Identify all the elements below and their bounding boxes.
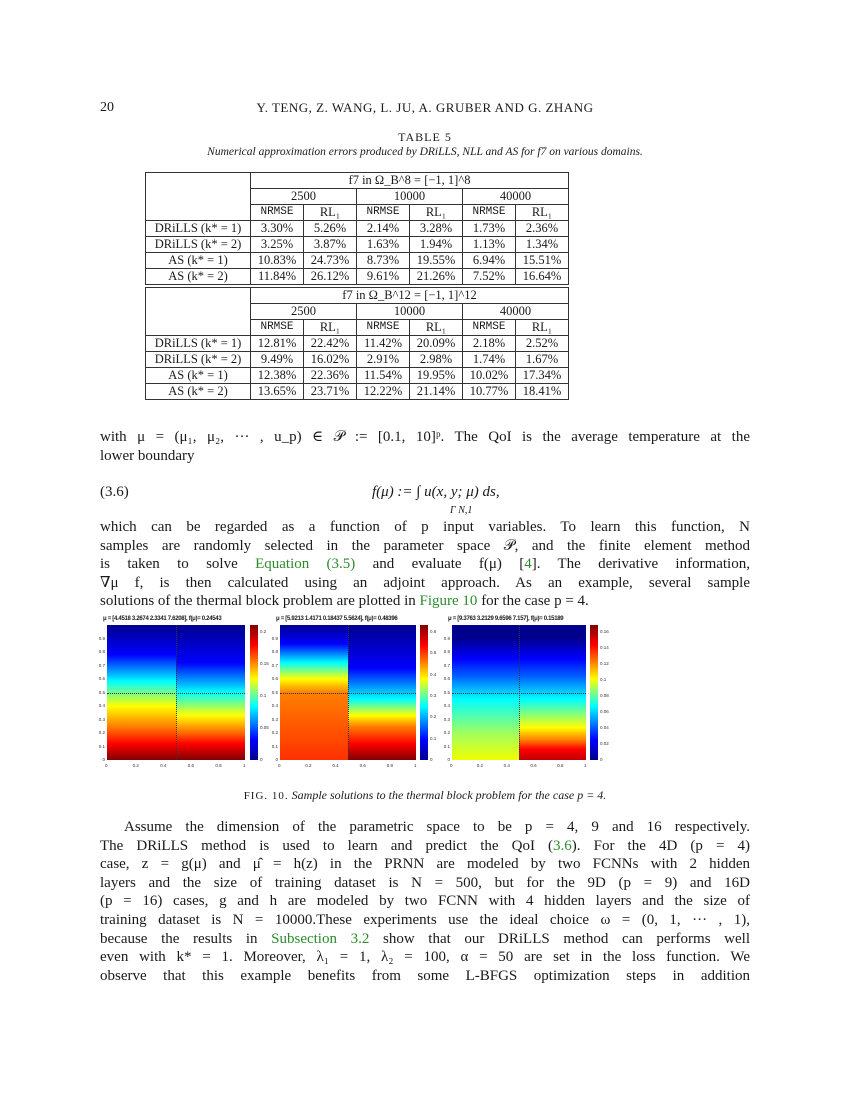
table-cell: 2.18%: [463, 336, 516, 352]
text-segment: ∇μ f, is then calculated using an adjoint approach. As an example, several sample: [100, 574, 750, 591]
colorbar-tick: 0: [600, 757, 603, 762]
blank-corner-cell: [146, 173, 251, 221]
equation-3-6: [100, 480, 750, 518]
table-cell: 11.42%: [357, 336, 410, 352]
colorbar-tick: 0.5: [430, 650, 437, 656]
table-cell: 12.38%: [251, 368, 304, 384]
table-row: [146, 368, 569, 384]
page-number: 20: [100, 100, 114, 115]
metric-header: RL₁: [516, 320, 569, 336]
block-title: f7 in Ω_B^12 = [−1, 1]^12: [251, 288, 569, 304]
text-line: [100, 555, 750, 574]
colorbar: [420, 625, 428, 760]
y-tick: 0.5: [98, 689, 105, 695]
table-cell: 23.71%: [304, 384, 357, 400]
text-segment: show that our DRiLLS method can performs well: [369, 930, 750, 947]
colorbar-tick: 0.1: [430, 735, 437, 741]
row-label: DRiLLS (k* = 1): [146, 336, 251, 352]
x-tick: 1: [584, 763, 587, 768]
text-line: [100, 967, 750, 986]
y-tick: 0.4: [271, 703, 278, 708]
table-cell: 9.49%: [251, 352, 304, 368]
metric-header: NRMSE: [251, 205, 304, 221]
table-cell: 12.81%: [251, 336, 304, 352]
cross-reference-link[interactable]: 3.6: [553, 837, 572, 854]
table-row: [146, 221, 569, 237]
metric-header: NRMSE: [357, 205, 410, 221]
text-line: [100, 818, 750, 837]
table-row: [146, 336, 569, 352]
metric-header: RL₁: [410, 205, 463, 221]
x-tick: 0: [105, 763, 108, 768]
block-divider-horizontal: [280, 693, 416, 694]
colorbar-tick: 0: [430, 757, 433, 762]
y-tick: 0.2: [443, 730, 450, 735]
x-tick: 0.6: [187, 763, 195, 768]
text-segment: and evaluate f(μ) [: [355, 556, 525, 573]
sample-size-header: 2500: [251, 304, 357, 320]
row-label: AS (k* = 2): [146, 269, 251, 285]
y-tick: 0.2: [98, 730, 105, 735]
table-cell: 1.74%: [463, 352, 516, 368]
x-tick: 0.2: [305, 763, 312, 768]
y-tick: 0.1: [443, 743, 450, 749]
temperature-heatmap: [452, 625, 586, 760]
x-tick: 0.6: [359, 763, 366, 768]
panel-title: μ = [5.9213 1.4171 0.18437 5.5624], f(μ)= 0.48396: [276, 616, 398, 622]
panel-title: μ = [4.4518 3.2674 2.3341 7.6208], f(μ)= 0.24543: [103, 616, 222, 622]
colorbar-tick: 0.08: [600, 693, 609, 698]
x-tick: 0.8: [557, 763, 564, 768]
metric-header: RL₁: [304, 205, 357, 221]
y-tick: 0.6: [98, 676, 105, 681]
text-segment: case, z = g(μ) and μ̂ = h(z) in the PRNN are modeled by two FCNNs with 2 hidden: [100, 856, 750, 873]
paragraph-3: [100, 818, 750, 985]
table-cell: 12.22%: [357, 384, 410, 400]
text-segment: observe that this example benefits from some L-BFGS optimization steps in addition: [100, 967, 750, 984]
table-cell: 16.64%: [516, 269, 569, 285]
text-line: [100, 537, 750, 556]
table-cell: 3.87%: [304, 237, 357, 253]
figure-caption-text: Sample solutions to the thermal block problem for the case p = 4.: [291, 788, 607, 802]
row-label: DRiLLS (k* = 2): [146, 352, 251, 368]
y-tick: 0: [102, 757, 105, 762]
colorbar-tick: 0.16: [600, 629, 609, 634]
y-tick: 0: [447, 757, 450, 762]
table-row: [146, 237, 569, 253]
y-tick: 0.4: [98, 703, 105, 708]
x-tick: 1: [414, 763, 417, 768]
authors: Y. TENG, Z. WANG, L. JU, A. GRUBER AND G. ZHANG: [256, 100, 594, 115]
figure-caption: [100, 788, 750, 803]
x-tick: 0.2: [132, 763, 139, 768]
y-tick: 0.3: [443, 716, 450, 722]
table-cell: 22.36%: [304, 368, 357, 384]
x-tick: 0.8: [215, 763, 222, 768]
y-tick: 0.5: [443, 689, 450, 695]
metric-header: NRMSE: [463, 320, 516, 336]
table-cell: 2.52%: [516, 336, 569, 352]
colorbar-tick: 0.6: [430, 629, 437, 634]
row-label: AS (k* = 1): [146, 368, 251, 384]
table-cell: 13.65%: [251, 384, 304, 400]
y-tick: 0.1: [271, 743, 278, 749]
text-segment: is taken to solve: [100, 556, 256, 573]
table-cell: 8.73%: [357, 253, 410, 269]
x-tick: 0.4: [160, 763, 167, 768]
row-label: DRiLLS (k* = 1): [146, 221, 251, 237]
cross-reference-link[interactable]: Subsection 3.2: [271, 930, 370, 947]
colorbar-tick: 0.12: [600, 661, 609, 666]
y-tick: 0.7: [98, 662, 105, 668]
table-cell: 1.13%: [463, 237, 516, 253]
x-tick: 0.4: [503, 763, 510, 768]
sample-size-header: 10000: [357, 304, 463, 320]
table-cell: 24.73%: [304, 253, 357, 269]
text-segment: because the results in: [100, 930, 272, 947]
y-tick: 0.6: [443, 676, 450, 681]
table-cell: 1.94%: [410, 237, 463, 253]
block-divider-horizontal: [107, 693, 245, 694]
y-tick: 0.9: [98, 635, 105, 641]
table-block: [145, 287, 569, 400]
text-line: [100, 447, 750, 466]
temperature-heatmap: [107, 625, 245, 760]
metric-header: NRMSE: [463, 205, 516, 221]
x-tick: 1: [243, 763, 246, 768]
table-cell: 19.95%: [410, 368, 463, 384]
cross-reference-link[interactable]: 4: [524, 556, 532, 573]
x-tick: 0: [450, 763, 453, 768]
metric-header: RL₁: [516, 205, 569, 221]
text-line: [100, 837, 750, 856]
table-cell: 1.73%: [463, 221, 516, 237]
table-cell: 20.09%: [410, 336, 463, 352]
metric-header: RL₁: [410, 320, 463, 336]
row-label: DRiLLS (k* = 2): [146, 237, 251, 253]
table-cell: 21.14%: [410, 384, 463, 400]
x-tick: 0: [278, 763, 281, 768]
y-tick: 0.5: [271, 689, 278, 695]
y-tick: 0.8: [271, 649, 278, 654]
table-row: [146, 352, 569, 368]
table-cell: 7.52%: [463, 269, 516, 285]
sample-size-header: 40000: [463, 304, 569, 320]
table-cell: 5.26%: [304, 221, 357, 237]
sample-size-header: 40000: [463, 189, 569, 205]
text-line: [100, 518, 750, 537]
temperature-heatmap: [280, 625, 416, 760]
table-cell: 11.54%: [357, 368, 410, 384]
colorbar: [590, 625, 598, 760]
table-cell: 2.14%: [357, 221, 410, 237]
table-caption: TABLE 5: [398, 130, 452, 144]
text-segment: ]. The derivative information,: [531, 556, 750, 573]
equation-number: (3.6): [100, 484, 129, 500]
table-subcaption: Numerical approximation errors produced by DRiLLS, NLL and AS for f7 on various domains.: [207, 146, 643, 158]
metric-header: NRMSE: [251, 320, 304, 336]
x-tick: 0.4: [332, 763, 339, 768]
table-cell: 11.84%: [251, 269, 304, 285]
table-cell: 22.42%: [304, 336, 357, 352]
colorbar-tick: 0.2: [430, 714, 437, 720]
y-tick: 0.3: [98, 716, 105, 722]
colorbar-tick: 0.3: [430, 693, 437, 698]
table-cell: 10.77%: [463, 384, 516, 400]
text-segment: which can be regarded as a function of p input variables. To learn this function, N: [100, 519, 750, 535]
text-segment: lower boundary: [100, 447, 195, 464]
table-cell: 26.12%: [304, 269, 357, 285]
row-label: AS (k* = 1): [146, 253, 251, 269]
y-tick: 0.6: [271, 676, 278, 681]
text-segment: with μ = (μ₁, μ₂, ··· , u_p) ∈ 𝒫 := [0.1, 10]ᵖ. The QoI is the average temperature at the: [100, 429, 750, 445]
y-tick: 0.3: [271, 716, 278, 722]
table-cell: 18.41%: [516, 384, 569, 400]
sample-size-header: 2500: [251, 189, 357, 205]
x-tick: 0.8: [386, 763, 394, 768]
table-row: [146, 384, 569, 400]
table-cell: 15.51%: [516, 253, 569, 269]
table-cell: 9.61%: [357, 269, 410, 285]
y-tick: 0.8: [443, 649, 450, 654]
colorbar-tick: 0.04: [600, 725, 609, 730]
table-cell: 3.28%: [410, 221, 463, 237]
table-cell: 10.02%: [463, 368, 516, 384]
metric-header: RL₁: [304, 320, 357, 336]
paragraph-2: [100, 518, 750, 611]
paragraph-1: [100, 428, 750, 465]
text-line: [100, 892, 750, 911]
table-cell: 1.63%: [357, 237, 410, 253]
colorbar-tick: 0.05: [260, 725, 269, 730]
block-divider-horizontal: [452, 693, 586, 694]
table-cell: 2.98%: [410, 352, 463, 368]
table-cell: 2.36%: [516, 221, 569, 237]
colorbar-tick: 0.4: [430, 671, 437, 677]
colorbar-tick: 0.1: [260, 693, 267, 698]
y-tick: 0: [275, 757, 278, 762]
text-line: [100, 911, 750, 930]
table-cell: 6.94%: [463, 253, 516, 269]
table-cell: 21.26%: [410, 269, 463, 285]
text-segment: samples are randomly selected in the parameter space 𝒫, and the finite element method: [100, 537, 750, 554]
blank-corner-cell: [146, 288, 251, 336]
table-block: [145, 172, 569, 285]
text-segment: The DRiLLS method is used to learn and predict the QoI (: [100, 837, 554, 854]
colorbar-tick: 0.2: [260, 629, 267, 634]
table-cell: 3.30%: [251, 221, 304, 237]
text-segment: training dataset is N = 10000.These experiments use the ideal choice ω = (0, 1, ··· , 1),: [100, 911, 750, 928]
text-line: [100, 855, 750, 874]
sample-size-header: 10000: [357, 189, 463, 205]
cross-reference-link[interactable]: Equation (3.5): [255, 556, 356, 573]
cross-reference-link[interactable]: Figure 10: [419, 593, 478, 610]
text-segment: for the case p = 4.: [477, 593, 589, 610]
table-cell: 1.67%: [516, 352, 569, 368]
y-tick: 0.2: [271, 730, 278, 735]
y-tick: 0.7: [271, 662, 278, 668]
x-tick: 0.2: [476, 763, 484, 768]
y-tick: 0.9: [443, 635, 450, 641]
text-line: [100, 574, 750, 593]
table-row: [146, 269, 569, 285]
block-title: f7 in Ω_B^8 = [−1, 1]^8: [251, 173, 569, 189]
text-line: [100, 428, 750, 447]
y-tick: 0.4: [443, 703, 450, 708]
table-cell: 16.02%: [304, 352, 357, 368]
text-segment: ). For the 4D (p = 4): [571, 837, 750, 854]
colorbar-tick: 0.1: [600, 677, 607, 682]
colorbar-tick: 0.15: [260, 661, 269, 666]
metric-header: NRMSE: [357, 320, 410, 336]
row-label: AS (k* = 2): [146, 384, 251, 400]
text-line: [100, 592, 750, 611]
text-segment: layers and the size of training dataset is N = 500, but for the 9D (p = 9) and 16D: [100, 874, 750, 891]
colorbar-tick: 0.06: [600, 709, 609, 714]
text-line: [100, 948, 750, 967]
panel-title: μ = [9.3763 3.2129 9.6596 7.157], f(μ)= 0.15189: [448, 616, 564, 622]
y-tick: 0.7: [443, 662, 450, 668]
figure-caption-label: FIG. 10.: [243, 790, 289, 802]
y-tick: 0.9: [271, 635, 278, 641]
text-segment: (p = 16) cases, g and h are modeled by two FCNN with 4 hidden layers and the size of: [100, 893, 750, 910]
table-cell: 3.25%: [251, 237, 304, 253]
table-row: [146, 253, 569, 269]
text-segment: even with k* = 1. Moreover, λ₁ = 1, λ₂ = 100, α = 50 are set in the loss function. We: [100, 949, 750, 966]
text-line: [100, 930, 750, 949]
colorbar: [250, 625, 258, 760]
table-cell: 2.91%: [357, 352, 410, 368]
text-segment: solutions of the thermal block problem are plotted in: [100, 593, 420, 610]
y-tick: 0.8: [98, 649, 105, 654]
colorbar-tick: 0.02: [600, 741, 609, 746]
equation-body: f(μ) := ∫ u(x, y; μ) ds,: [372, 484, 500, 500]
equation-subscript: Γ N,1: [450, 505, 473, 516]
running-header: [100, 100, 750, 118]
text-segment: Assume the dimension of the parametric space to be p = 4, 9 and 16 respectively.: [124, 819, 750, 835]
table-cell: 1.34%: [516, 237, 569, 253]
colorbar-tick: 0: [260, 757, 263, 762]
table-cell: 19.55%: [410, 253, 463, 269]
y-tick: 0.1: [98, 743, 105, 749]
colorbar-tick: 0.14: [600, 645, 609, 650]
table-cell: 10.83%: [251, 253, 304, 269]
results-table: [145, 172, 569, 402]
x-tick: 0.6: [530, 763, 537, 768]
table-cell: 17.34%: [516, 368, 569, 384]
text-line: [100, 874, 750, 893]
